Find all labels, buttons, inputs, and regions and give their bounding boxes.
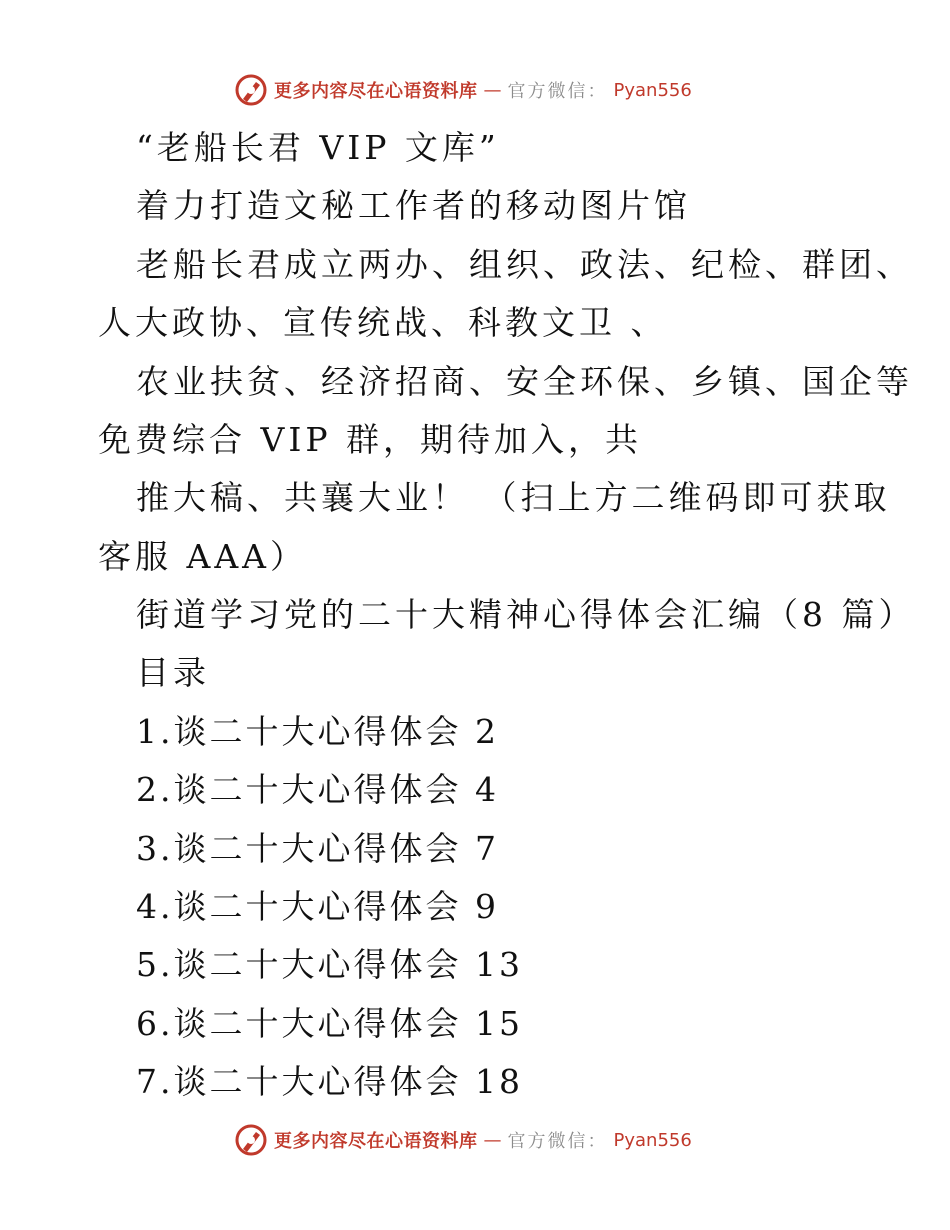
document-title: 街道学习党的二十大精神心得体会汇编（8 篇）	[136, 595, 916, 634]
toc-item[interactable]: 6.谈二十大心得体会 15	[136, 1004, 523, 1043]
pen-logo-icon	[234, 1123, 268, 1157]
toc-item[interactable]: 3.谈二十大心得体会 7	[136, 829, 499, 868]
intro-line-1: 老船长君成立两办、组织、政法、纪检、群团、	[136, 245, 913, 284]
toc-item[interactable]: 5.谈二十大心得体会 13	[136, 945, 523, 984]
toc-item[interactable]: 7.谈二十大心得体会 18	[136, 1062, 523, 1101]
pen-logo-icon	[234, 73, 268, 107]
toc-item[interactable]: 4.谈二十大心得体会 9	[136, 887, 499, 926]
watermark-handle: Pyan556	[613, 1129, 692, 1151]
toc-heading: 目录	[136, 653, 210, 692]
watermark-dash: —	[483, 79, 502, 101]
library-title: “老船长君 VIP 文库”	[136, 128, 500, 167]
intro-line-2: 人大政协、宣传统战、科教文卫 、	[98, 303, 668, 342]
intro-line-3: 农业扶贫、经济招商、安全环保、乡镇、国企等	[136, 362, 913, 401]
slogan-line: 着力打造文秘工作者的移动图片馆	[136, 186, 691, 225]
intro-line-4: 免费综合 VIP 群，期待加入，共	[98, 420, 643, 459]
intro-line-5: 推大稿、共襄大业！ （扫上方二维码即可获取	[136, 478, 891, 517]
header-watermark	[234, 72, 692, 108]
watermark-handle: Pyan556	[613, 79, 692, 101]
footer-watermark	[234, 1122, 692, 1158]
watermark-main-text: 更多内容尽在心语资料库	[274, 1131, 478, 1152]
intro-line-6: 客服 AAA）	[98, 537, 307, 576]
watermark-official-label: 官方微信：	[507, 81, 608, 102]
toc-item[interactable]: 1.谈二十大心得体会 2	[136, 712, 499, 751]
toc-item[interactable]: 2.谈二十大心得体会 4	[136, 770, 499, 809]
watermark-official-label: 官方微信：	[507, 1131, 608, 1152]
watermark-dash: —	[483, 1129, 502, 1151]
watermark-main-text: 更多内容尽在心语资料库	[274, 81, 478, 102]
